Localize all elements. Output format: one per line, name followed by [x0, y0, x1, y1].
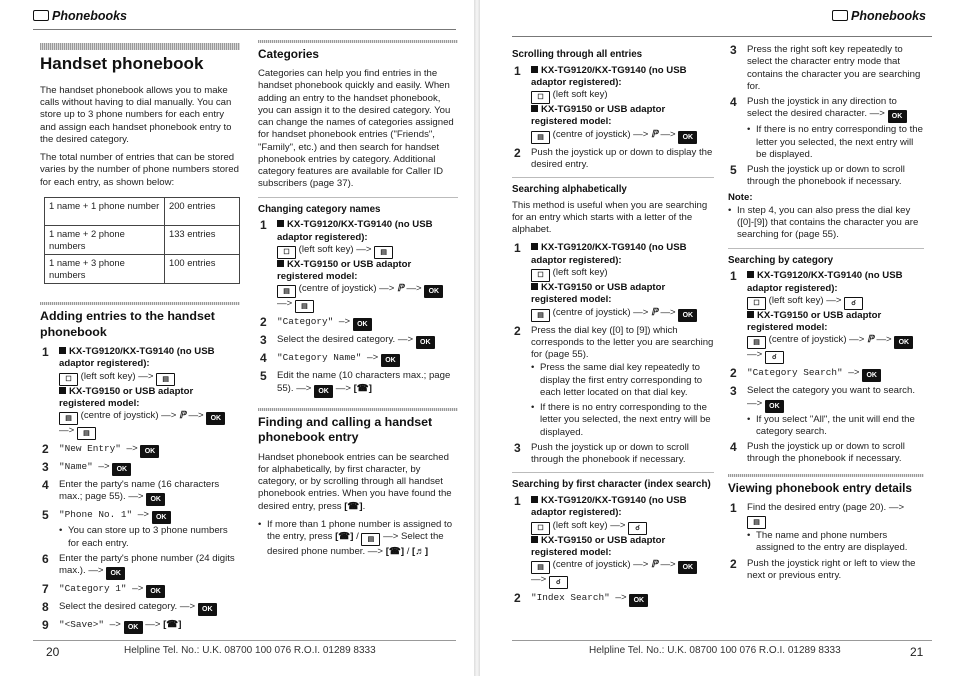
- handset-intro-1: The handset phonebook allows you to make calls without having to dial manually. You can store up to 3 phone numbers for each entry and assign each handset phonebook entry to the desired category.: [40, 84, 232, 145]
- scroll-step-2: 2 Push the joystick up or down to display the desired entry.: [514, 145, 713, 170]
- ok-icon: OK: [629, 594, 648, 607]
- alpha-step-1: 1 KX-TG9120/KX-TG9140 (no USB adaptor registered): ☐ (left soft key) KX-TG9150 or USB adaptor registered model: ▤ (centre of joystick) —> ℙ —> OK: [512, 242, 714, 321]
- category-step-1: 1 KX-TG9120/KX-TG9140 (no USB adaptor registered): ☐ (left soft key) —> ▤ KX-TG9150 or USB adaptor registered model: ▤ (centre of joystick) —> ℙ —> OK —> ▤: [258, 219, 458, 313]
- adding-step-9: 9 "<Save>" —> OK —> [☎]: [42, 618, 182, 633]
- menu-icon: ▤: [295, 300, 314, 313]
- ok-icon: OK: [862, 369, 881, 382]
- handset-phonebook-title: Handset phonebook: [40, 54, 204, 73]
- left-soft-key-icon: ☐: [531, 91, 550, 104]
- menu-icon: ▤: [77, 427, 96, 440]
- book-icon: [832, 10, 848, 21]
- left-soft-key-icon: ☐: [531, 269, 550, 282]
- view-step-1: 1 Find the desired entry (page 20). —> ▤ • The name and phone numbers assigned to the entry are displayed.: [728, 502, 924, 555]
- alpha-title: Searching alphabetically: [512, 184, 627, 196]
- right-column-2: [728, 44, 924, 585]
- details-icon: ▤: [747, 516, 766, 529]
- ok-icon: OK: [678, 131, 697, 144]
- page-number-left: 20: [46, 645, 60, 659]
- speaker-icon: ▤: [361, 533, 380, 546]
- page-number-right: 21: [910, 645, 924, 659]
- left-soft-key-icon: ☐: [59, 373, 78, 386]
- ok-icon: OK: [888, 110, 907, 123]
- first-step-3: 3 Press the right soft key repeatedly to select the character entry mode that contains the character you are searching for.: [730, 43, 921, 92]
- ok-icon: OK: [416, 336, 435, 349]
- right-column-1: [512, 49, 714, 610]
- first-char-title: Searching by first character (index search): [512, 479, 711, 491]
- adding-step-6: 6 Enter the party's phone number (24 digits max.). —> OK: [40, 553, 240, 580]
- category-step-3: 3 Select the desired category. —> OK: [258, 334, 458, 349]
- section-bar: [728, 474, 924, 477]
- off-key-icon: [☎]: [163, 619, 182, 631]
- note-title: Note:: [728, 191, 753, 203]
- adding-step-4: 4 Enter the party's name (16 characters max.; page 55). —> OK: [40, 479, 240, 506]
- adding-step-2: 2 "New Entry" —> OK: [40, 443, 240, 458]
- alpha-step-2: 2 Press the dial key ([0] to [9]) which corresponds to the letter you are searching for (page 55). • Press the same dial key repeatedly to display the first entry corresponding to each letter located on that dial key. • If there is no entry corresponding to the letter you selected, the next entry will be displayed.: [512, 325, 714, 439]
- adding-step-5: 5 "Phone No. 1" —> OK • You can store up to 3 phone numbers for each entry.: [40, 509, 240, 550]
- section-bar: [258, 40, 458, 43]
- search-icon: ☌: [765, 351, 784, 364]
- scroll-step-1: 1 KX-TG9120/KX-TG9140 (no USB adaptor registered): ☐ (left soft key) KX-TG9150 or USB adaptor registered model: ▤ (centre of joystick) —> ℙ —> OK: [512, 65, 714, 144]
- by-category-title: Searching by category: [728, 254, 834, 266]
- ok-icon: OK: [206, 412, 225, 425]
- phonebook-icon: ℙ: [867, 334, 874, 346]
- view-step-2: 2 Push the joystick right or left to view the next or previous entry.: [730, 556, 916, 581]
- first-step-2: 2 "Index Search" —> OK: [512, 592, 714, 607]
- left-soft-key-icon: ☐: [747, 297, 766, 310]
- helpline-left: Helpline Tel. No.: U.K. 08700 100 076 R.O.I. 01289 8333: [124, 645, 376, 656]
- joystick-icon: ▤: [277, 285, 296, 298]
- finding-title: Finding and calling a handset phonebook entry: [258, 414, 433, 445]
- search-icon: ☌: [628, 522, 647, 535]
- talk-key-icon: [☎]: [385, 546, 405, 558]
- scrolling-title: Scrolling through all entries: [512, 49, 643, 60]
- talk-key-icon: [☎]: [344, 500, 363, 512]
- categories-title: Categories: [258, 47, 319, 61]
- ok-icon: OK: [112, 463, 131, 476]
- talk-key-icon: [☎]: [335, 531, 354, 543]
- adding-step-8: 8 Select the desired category. —> OK: [40, 601, 240, 616]
- first-step-5: 5 Push the joystick up or down to scroll through the phonebook if necessary.: [730, 163, 905, 188]
- section-bar: [40, 43, 240, 50]
- ok-icon: OK: [678, 309, 697, 322]
- ok-icon: OK: [894, 336, 913, 349]
- first-step-1: 1 KX-TG9120/KX-TG9140 (no USB adaptor registered): ☐ (left soft key) —> ☌ KX-TG9150 or USB adaptor registered model: ▤ (centre of joystick) —> ℙ —> OK —> ☌: [512, 495, 714, 589]
- table-row: 1 name + 3 phone numbers 100 entries: [45, 254, 240, 283]
- joystick-icon: ▤: [531, 309, 550, 322]
- changing-category-title: Changing category names: [258, 203, 381, 215]
- ok-icon: OK: [140, 445, 159, 458]
- handset-intro-2: The total number of entries that can be stored varies by the number of phone numbers stored for each entry, as shown below:: [40, 152, 239, 188]
- helpline-right: Helpline Tel. No.: U.K. 08700 100 076 R.O.I. 01289 8333: [589, 645, 841, 656]
- section-bar: [40, 302, 240, 305]
- category-step-5: 5 Edit the name (10 characters max.; page 55). —> OK —> [☎]: [258, 370, 458, 397]
- alpha-step-3: 3 Push the joystick up or down to scroll through the phonebook if necessary.: [514, 440, 689, 466]
- ok-icon: OK: [678, 561, 697, 574]
- alpha-text: This method is useful when you are searching for an entry which starts with a letter of the alphabet.: [512, 199, 708, 236]
- adding-step-7: 7 "Category 1" —> OK: [40, 583, 240, 598]
- table-row: 1 name + 2 phone numbers 133 entries: [45, 225, 240, 254]
- right-page: [480, 0, 954, 676]
- ok-icon: OK: [106, 567, 125, 580]
- section-bar: [258, 408, 458, 411]
- phonebook-icon: ℙ: [651, 559, 658, 571]
- left-column-2: [258, 40, 458, 561]
- menu-icon: ▤: [374, 246, 393, 259]
- ok-icon: OK: [765, 400, 784, 413]
- adding-step-1: 1 KX-TG9120/KX-TG9140 (no USB adaptor registered): ☐ (left soft key) —> ▤ KX-TG9150 or USB adaptor registered model: ▤ (centre of joystick) —> ℙ —> OK —> ▤: [40, 346, 240, 440]
- joystick-icon: ▤: [747, 336, 766, 349]
- finding-note: • If more than 1 phone number is assigned to the entry, press [☎] / ▤ —> Select the desired phone number. —> [☎] / [♬]: [258, 519, 458, 559]
- menu-icon: ▤: [156, 373, 175, 386]
- speaker-key-icon: [♬]: [412, 546, 429, 558]
- categories-text: Categories can help you find entries in the handset phonebook quickly and easily. When adding an entry to the handset phonebook, you can assign it to the desired category. You can change the names of categories assigned for handset phonebook entries ("Friends", "Family", etc.) and then search for handset phonebook entries by category. Additional category features are available for Caller ID subscribers (page 37).: [258, 68, 454, 190]
- ok-icon: OK: [152, 511, 171, 524]
- finding-text: Handset phonebook entries can be searched for alphabetically, by first character, by category, or by scrolling through all handset phonebook entries. When you have found the desired entry, press [☎].: [258, 451, 452, 512]
- ok-icon: OK: [198, 603, 217, 616]
- off-key-icon: [☎]: [353, 382, 372, 394]
- joystick-icon: ▤: [531, 561, 550, 574]
- search-icon: ☌: [844, 297, 863, 310]
- bycat-step-2: 2 "Category Search" —> OK: [728, 367, 924, 382]
- ok-icon: OK: [353, 318, 372, 331]
- book-icon: [33, 10, 49, 21]
- note-text: • In step 4, you can also press the dial key ([0]-[9]) that contains the character you are searching for (page 55).: [728, 205, 924, 242]
- ok-icon: OK: [124, 621, 143, 634]
- bycat-step-3: 3 Select the category you want to search. —> OK • If you select "All", the unit will end the category search.: [728, 385, 924, 438]
- ok-icon: OK: [146, 493, 165, 506]
- bycat-step-1: 1 KX-TG9120/KX-TG9140 (no USB adaptor registered): ☐ (left soft key) —> ☌ KX-TG9150 or USB adaptor registered model: ▤ (centre of joystick) —> ℙ —> OK —> ☌: [728, 270, 924, 364]
- capacity-table: [44, 197, 240, 284]
- page-header-right: Phonebooks: [832, 8, 926, 24]
- ok-icon: OK: [424, 285, 443, 298]
- left-page: [0, 0, 474, 676]
- first-step-4: 4 Push the joystick in any direction to select the desired character. —> OK • If there is no entry corresponding to the letter you selected, the next entry will be displayed.: [728, 96, 924, 161]
- ok-icon: OK: [381, 354, 400, 367]
- left-soft-key-icon: ☐: [531, 522, 550, 535]
- ok-icon: OK: [314, 385, 333, 398]
- viewing-title: Viewing phonebook entry details: [728, 480, 912, 495]
- adding-step-3: 3 "Name" —> OK: [40, 461, 240, 476]
- phonebook-icon: ℙ: [179, 410, 186, 422]
- table-row: 1 name + 1 phone number 200 entries: [45, 197, 240, 225]
- left-column-1: [40, 43, 240, 637]
- joystick-icon: ▤: [531, 131, 550, 144]
- left-soft-key-icon: ☐: [277, 246, 296, 259]
- ok-icon: OK: [146, 585, 165, 598]
- header-rule: [512, 36, 932, 37]
- bycat-step-4: 4 Push the joystick up or down to scroll through the phonebook if necessary.: [730, 440, 905, 465]
- header-rule: [33, 29, 456, 30]
- joystick-icon: ▤: [59, 412, 78, 425]
- category-step-2: 2 "Category" —> OK: [258, 316, 458, 331]
- phonebook-icon: ℙ: [397, 283, 404, 295]
- page-header-left: Phonebooks: [33, 8, 127, 24]
- adding-entries-title: Adding entries to the handset phonebook: [40, 309, 215, 339]
- phonebook-icon: ℙ: [651, 306, 658, 318]
- category-step-4: 4 "Category Name" —> OK: [258, 352, 458, 367]
- phonebook-icon: ℙ: [651, 128, 658, 140]
- search-icon: ☌: [549, 576, 568, 589]
